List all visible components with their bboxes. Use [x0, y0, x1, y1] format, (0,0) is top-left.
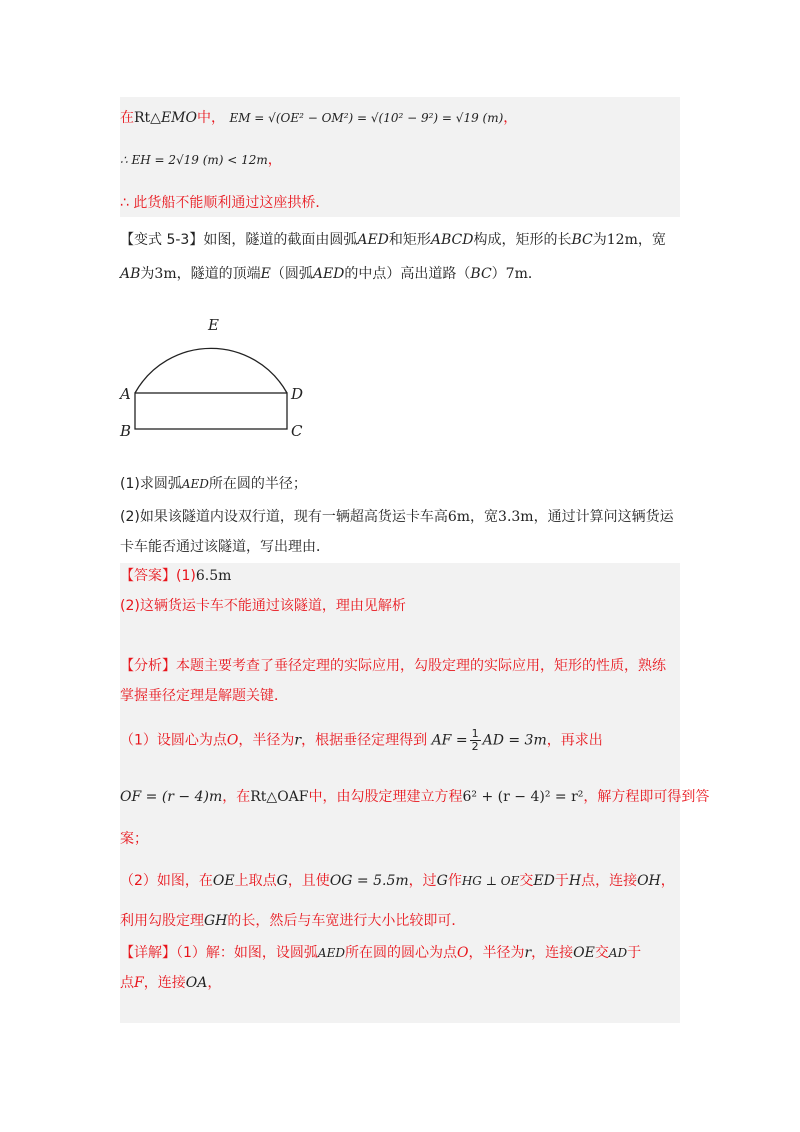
- eh-inequality: ∴ EH = 2√19 (m) < 12m: [120, 153, 268, 167]
- top-line-1: 在Rt△EMO中， EM = √(OE² − OM²) = √(10² − 9²) = √19 (m)，: [120, 110, 518, 126]
- answer-tag: 【答案】: [120, 568, 176, 584]
- analysis-step-1: （1）设圆心为点O，半径为r，根据垂径定理得到 AF = $\frac{1}{2}$ AD = 3m，再求出: [120, 727, 603, 753]
- pythagoras-formula: EM = √(OE² − OM²) = √(10² − 9²) = √19 (m): [229, 111, 504, 125]
- top-line-2: ∴ EH = 2√19 (m) < 12m，: [120, 152, 282, 168]
- fraction-one-half: $\frac{1}{2}$: [471, 727, 479, 753]
- problem-tag: 【变式 5-3】: [120, 232, 204, 248]
- problem-line-1: 【变式 5-3】如图，隧道的截面由圆弧AED和矩形ABCD构成，矩形的长BC为12m，宽: [120, 232, 666, 248]
- question-1: (1)求圆弧AED所在圆的半径；: [120, 476, 307, 492]
- label-e: E: [208, 316, 219, 334]
- question-2-line-2: 卡车能否通过该隧道，写出理由．: [120, 539, 330, 555]
- label-a: A: [120, 385, 131, 403]
- detail-line-2: 点F，连接OA，: [120, 975, 222, 991]
- answer-line-1: 【答案】(1)6.5m: [120, 568, 232, 584]
- analysis-step-2-cont: 利用勾股定理GH的长，然后与车宽进行大小比较即可．: [120, 913, 466, 929]
- label-c: C: [291, 422, 303, 440]
- label-d: D: [291, 385, 304, 403]
- problem-line-2: AB为3m，隧道的顶端E（圆弧AED的中点）高出道路（BC）7m．: [120, 266, 542, 282]
- analysis-line-2: 掌握垂径定理是解题关键．: [120, 688, 288, 704]
- question-2-line-1: (2)如果该隧道内设双行道，现有一辆超高货运卡车高6m，宽3.3m，通过计算问这辆货运: [120, 509, 674, 525]
- detail-tag: 【详解】: [120, 945, 176, 961]
- analysis-step-1-cont: OF = (r − 4)m，在Rt△OAF中，由勾股定理建立方程6² + (r − 4)² = r²，解方程即可得到答: [120, 789, 710, 805]
- analysis-step-2: （2）如图，在OE上取点G，且使OG = 5.5m，过G作HG ⊥ OE交ED于H点，连接OH，: [120, 873, 675, 889]
- answer-line-2: (2)这辆货运卡车不能通过该隧道，理由见解析: [120, 598, 406, 614]
- analysis-step-1-end: 案；: [120, 831, 148, 847]
- label-b: B: [120, 422, 132, 440]
- rectangle-abcd: [135, 393, 287, 429]
- analysis-line-1: 【分析】本题主要考查了垂径定理的实际应用，勾股定理的实际应用，矩形的性质，熟练: [120, 658, 666, 674]
- arc-aed: [135, 348, 287, 393]
- analysis-tag: 【分析】: [120, 658, 176, 674]
- detail-line-1: 【详解】（1）解：如图，设圆弧AED所在圆的圆心为点O，半径为r，连接OE交AD于: [120, 945, 642, 961]
- tunnel-figure: [110, 310, 320, 445]
- top-line-3: ∴ 此货船不能顺利通过这座拱桥．: [120, 195, 330, 211]
